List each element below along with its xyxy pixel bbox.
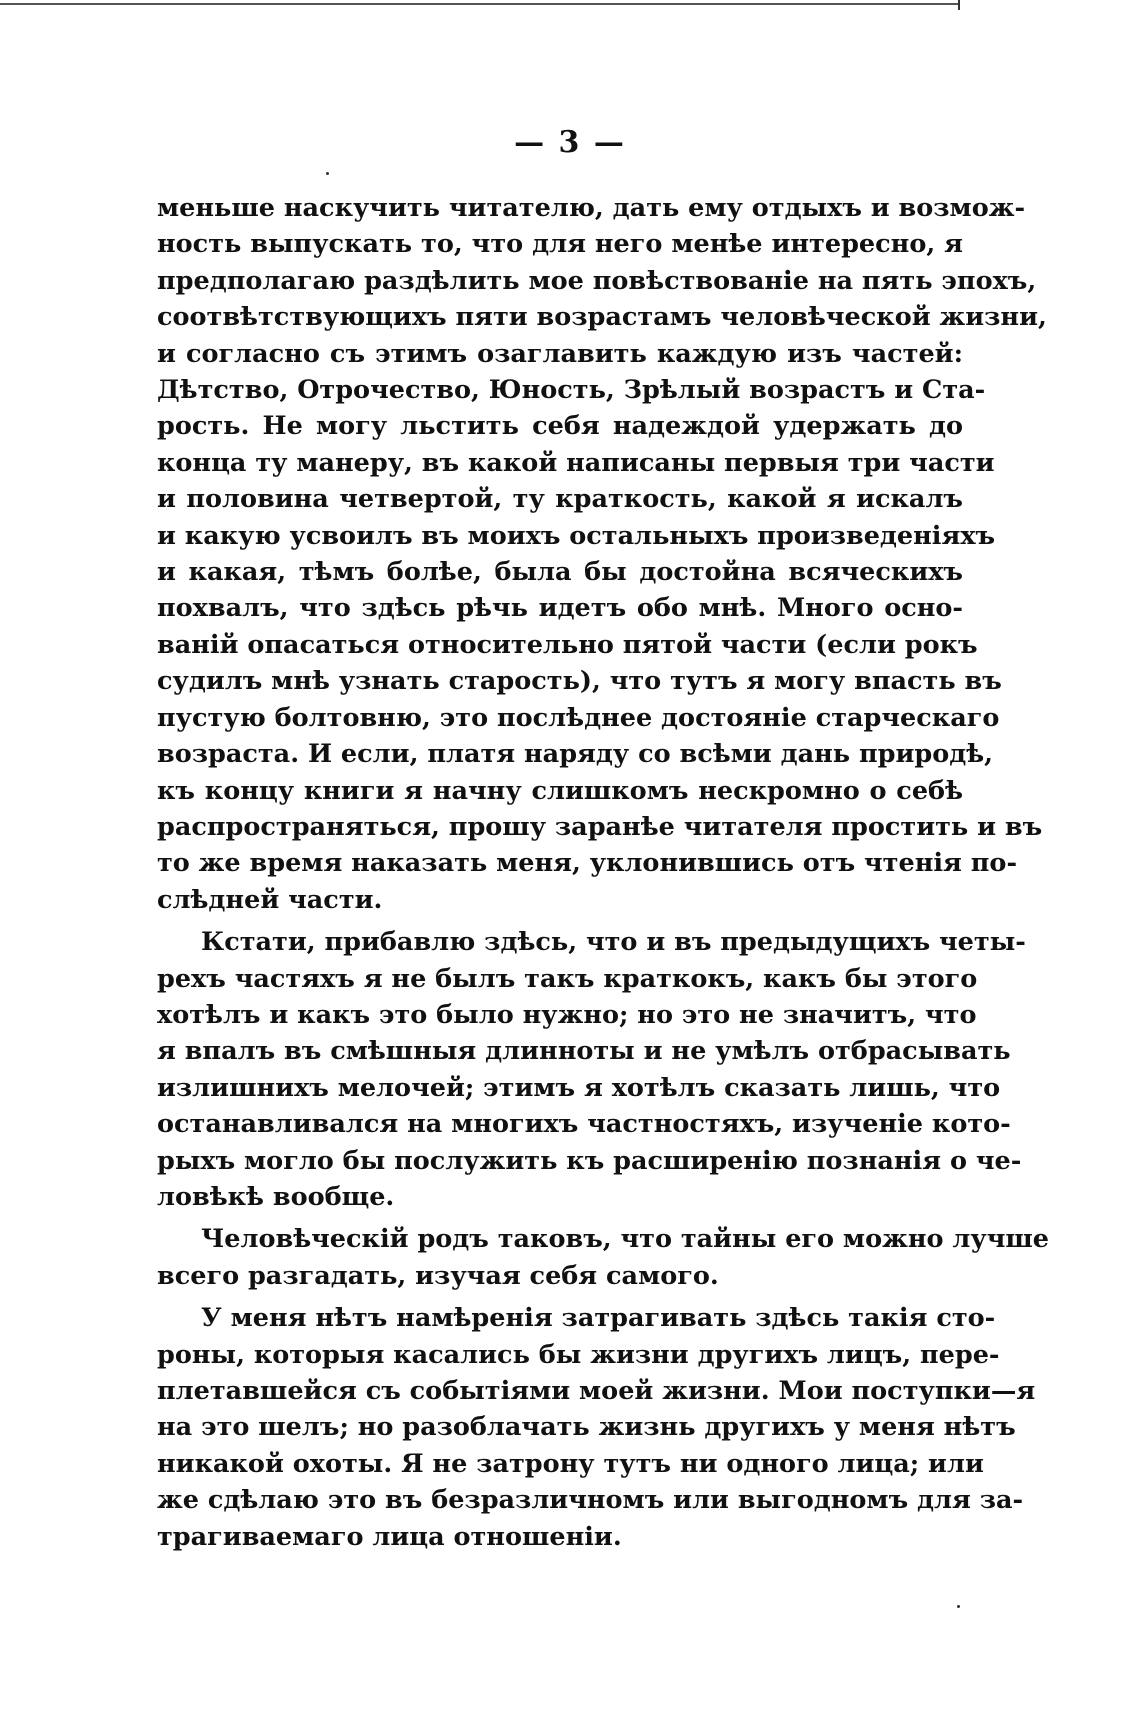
text-line: соотвѣтствующихъ пяти возрастамъ человѣческой жизни, <box>157 302 1047 333</box>
text-line: конца ту манеру, въ какой написаны первыя три части <box>157 447 995 478</box>
page-text <box>157 190 1049 1555</box>
text-line: ловѣкѣ вообще. <box>157 1181 395 1212</box>
text-line: Человѣческій родъ таковъ, что тайны его можно лучше <box>201 1224 1049 1255</box>
text-line: излишнихъ мелочей; этимъ я хотѣлъ сказать лишь, что <box>157 1072 1001 1103</box>
top-scan-rule <box>0 3 960 5</box>
paragraph <box>157 190 1047 918</box>
text-line: и какая, тѣмъ болѣе, была бы достойна всяческихъ <box>157 557 963 588</box>
text-line: ность выпускать то, что для него менѣе интересно, я <box>157 229 963 260</box>
text-line: рехъ частяхъ я не былъ такъ краткокъ, какъ бы этого <box>157 963 978 994</box>
text-line: пустую болтовню, это послѣднее достояніе старческаго <box>157 702 1000 733</box>
text-line: трагиваемаго лица отношеніи. <box>157 1521 622 1552</box>
top-scan-tick <box>958 0 960 10</box>
text-line: слѣдней части. <box>157 884 383 915</box>
text-line: роны, которыя касались бы жизни другихъ лицъ, пере- <box>157 1339 1000 1370</box>
text-line: рость. Не могу льстить себя надеждой удержать до <box>157 411 963 442</box>
text-line: ваній опасаться относительно пятой части (если рокъ <box>157 629 978 660</box>
text-line: останавливался на многихъ частностяхъ, изученіе кото- <box>157 1109 1011 1140</box>
text-line: похвалъ, что здѣсь рѣчь идетъ обо мнѣ. Много осно- <box>157 593 963 624</box>
paragraph <box>157 924 1026 1215</box>
text-line: У меня нѣтъ намѣренія затрагивать здѣсь такія сто- <box>201 1303 996 1334</box>
text-line: судилъ мнѣ узнать старость), что тутъ я могу впасть въ <box>157 666 1002 697</box>
paragraph <box>157 1221 1049 1294</box>
text-line: распространяться, прошу заранѣе читателя простить и въ <box>157 811 1043 842</box>
text-line: Кстати, прибавлю здѣсь, что и въ предыдущихъ четы- <box>201 927 1026 958</box>
text-line: я впалъ въ смѣшныя длинноты и не умѣлъ отбрасывать <box>157 1036 1011 1067</box>
text-line: никакой охоты. Я не затрону тутъ ни одного лица; или <box>157 1448 984 1479</box>
page-number: — 3 — <box>514 125 626 160</box>
text-line: предполагаю раздѣлить мое повѣствованіе на пять эпохъ, <box>157 265 1037 296</box>
text-line: на это шелъ; но разоблачать жизнь другихъ у меня нѣтъ <box>157 1412 1016 1443</box>
text-line: меньше наскучить читателю, дать ему отдыхъ и возмож- <box>157 193 1026 223</box>
text-line: плетавшейся съ событіями моей жизни. Мои поступки—я <box>157 1376 1036 1406</box>
text-line: и какую усвоилъ въ моихъ остальныхъ произведеніяхъ <box>157 520 996 551</box>
scan-speck <box>326 172 329 175</box>
text-line: и половина четвертой, ту краткость, какой я искалъ <box>157 484 963 515</box>
text-line: хотѣлъ и какъ это было нужно; но это не значитъ, что <box>157 999 977 1030</box>
scan-speck <box>957 1605 960 1608</box>
text-line: всего разгадать, изучая себя самого. <box>157 1260 719 1291</box>
text-line: рыхъ могло бы послужить къ расширенію познанія о че- <box>157 1145 1022 1176</box>
text-line: и согласно съ этимъ озаглавить каждую изъ частей: <box>157 338 963 369</box>
text-line: къ концу книги я начну слишкомъ нескромно о себѣ <box>157 775 963 806</box>
text-line: то же время наказать меня, уклонившись отъ чтенія по- <box>157 848 1018 879</box>
text-line: Дѣтство, Отрочество, Юность, Зрѣлый возрастъ и Ста- <box>157 375 986 406</box>
text-line: возраста. И если, платя наряду со всѣми дань природѣ, <box>157 739 994 770</box>
paragraph <box>157 1300 1036 1555</box>
text-line: же сдѣлаю это въ безразличномъ или выгодномъ для за- <box>157 1485 1024 1516</box>
